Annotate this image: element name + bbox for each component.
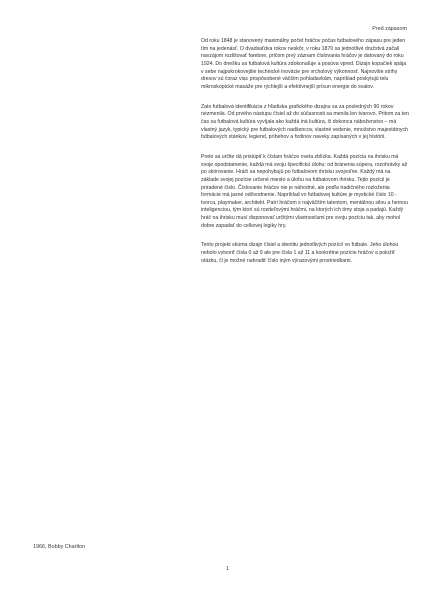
section-title: Pred zápasom xyxy=(372,26,407,32)
paragraph-positions: Preto sa určite dá pristúpiť k číslam hráčov ovela zblízka. Každá pozícia na ihrisku má svoje opodstatnenie, každá má svoju špecifickú úlohu: od bránenia súpera, rozohrávky až po skórovanie. Hráči sa nepohybujú po futbalovom ihrisku svojvoľne. Každý má na základe svojej pozície určené miesto a úlohu na futbalovom ihrisku. Tejto pozícii je priradené číslo. Číslovanie hráčov nie je náhodné, ale podľa tradičného rozloženia formácie má jasné odôvodnenie. Napríklad vo futbalovej kultúre je mystické číslo 10 - tvorca, playmaker, architekt. Patrí hráčom s najväčším talentom, mentálnou silou a hernou inteligenciou, tým ktorí sú rozdeľovými hráčmi, na ktorých ich tímy stoja a padajú. Každý hráč na ihrisku musí disponovať určitými vlastnosťami pre svoju pozíciu tak, aby mohol dobre zapadať do celkovej logiky hry. xyxy=(201,153,409,229)
paragraph-identification: Zato futbalová identifikácia z hľadiska grafického dizajnu sa za posledných 90 rokov nezmenila. Od prvého nástupu čísiel až do súčasnosti sa menila len tvarovo. Pritom za ten čas sa futbalová kultúra vyvíjala ako každá iná kultúra, či dokonca náboženstvo – má vlastný jazyk, typický pre futbalových nadšencov, vlastné vedenie, množstvo majestátnych futbalových stánkov, legiend, príbehov a hrdinov naveky zapísaných v jej histórii. xyxy=(201,103,409,141)
paragraph-history: Od roku 1848 je stanovený maximálny počet hráčov počas futbalového zápasu pre jeden tím na jedenásť. O dvadsaťdva rokov neskôr, v roku 1870 sa jednotlivé družstvá začali navzájom rozlišovať farebne, pričom prvý záznam číslovania hráčov je datovaný do roku 1924. Do dnešku sa futbalová kultúra zdokonaľuje a posúva vpred. Dizajn kopačiek spája v sebe najpokrokovejšie technické inovácie pre vrcholový výkonnosť. Najnovšie strihy dresov sú čoraz viac prispôsobené väčším pohladavkám, napríklad poskytujú telu mikroskopické masáže pre rýchlejší a efektívnejší prísun energie do svalov. xyxy=(201,38,407,90)
body-text xyxy=(201,38,409,277)
paragraph-project: Tento projekt skúma dizajn čísiel a identitu jednotlivých pozícií vo futbale. Jeho úlohou nebolo vytvoriť čísla 0 až 9 ale pre čísla 1 až 11 a konkrétne pozície hráčov a položiť otázku, či je možné nahradiť číslo iným výrazovými prostriedkami. xyxy=(201,242,399,264)
page-number: 1 xyxy=(226,566,229,572)
image-caption: 1966, Bobby Charlton xyxy=(33,544,86,550)
